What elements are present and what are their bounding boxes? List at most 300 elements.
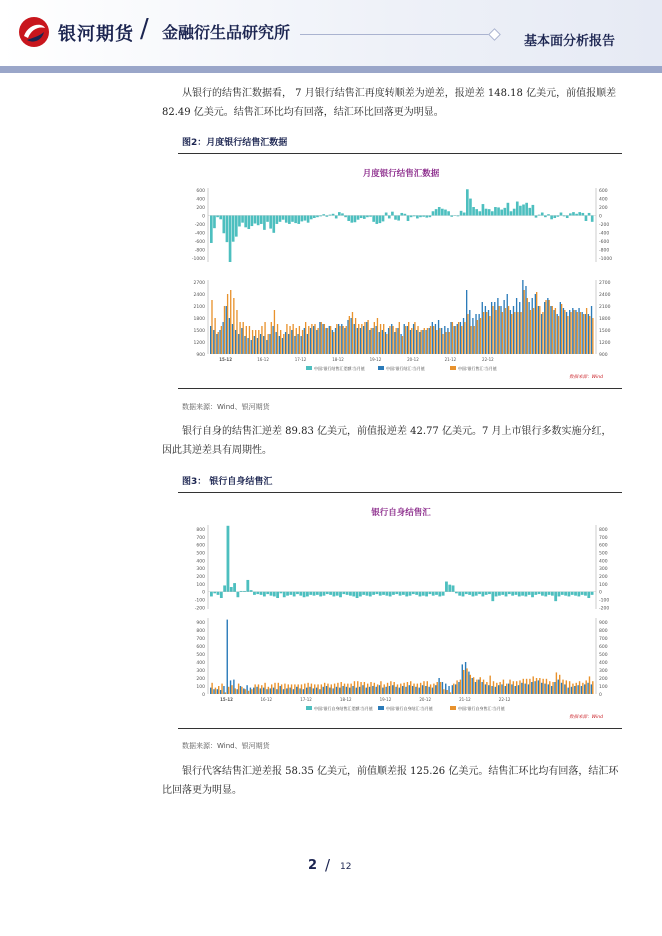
bar-blue xyxy=(257,338,258,354)
bar-blue xyxy=(391,324,392,354)
bar-teal xyxy=(444,210,447,216)
bar-orange xyxy=(264,322,265,354)
bar-orange xyxy=(443,689,444,694)
bar-orange xyxy=(215,688,216,694)
bar-blue xyxy=(270,688,271,694)
bar-blue xyxy=(438,678,439,694)
bar-blue xyxy=(584,684,585,694)
bar-teal xyxy=(346,592,349,595)
bar-orange xyxy=(523,679,524,694)
bar-teal xyxy=(256,592,259,594)
bar-orange xyxy=(420,330,421,354)
bar-blue xyxy=(578,308,579,354)
bar-orange xyxy=(516,681,517,694)
bar-teal xyxy=(260,592,263,595)
bar-blue xyxy=(541,314,542,354)
bar-teal xyxy=(263,215,266,229)
bar-orange xyxy=(238,684,239,694)
bar-orange xyxy=(411,328,412,354)
top-tick-right: -400 xyxy=(599,231,610,237)
bar-teal xyxy=(460,211,463,216)
bar-teal xyxy=(544,592,547,597)
bottom-tick-right: 1500 xyxy=(599,329,611,334)
bar-teal xyxy=(419,592,422,597)
bar-orange xyxy=(517,312,518,354)
bar-blue xyxy=(219,330,220,354)
bar-teal xyxy=(485,592,488,595)
bottom-tick-right: 100 xyxy=(599,685,608,690)
bar-teal xyxy=(379,592,382,596)
top-tick-right: 600 xyxy=(599,543,608,549)
bar-blue xyxy=(478,680,479,694)
bar-blue xyxy=(591,684,592,694)
bar-blue xyxy=(466,290,467,354)
bottom-tick-left: 2400 xyxy=(193,293,205,298)
bar-teal xyxy=(503,208,506,216)
bar-teal xyxy=(307,215,310,222)
figure-2-source: 数据来源：Wind、银河期货 xyxy=(182,403,270,411)
bar-teal xyxy=(269,215,272,228)
bar-teal xyxy=(356,592,359,598)
bar-teal xyxy=(362,592,365,595)
bar-blue xyxy=(544,302,545,354)
bottom-tick-right: 800 xyxy=(599,629,608,634)
bar-blue xyxy=(392,685,393,694)
bar-orange xyxy=(427,681,428,694)
bar-teal xyxy=(510,211,513,215)
top-tick-left: -600 xyxy=(194,239,205,245)
bar-teal xyxy=(515,592,518,595)
bar-orange xyxy=(542,312,543,354)
bar-teal xyxy=(389,592,392,597)
bar-teal xyxy=(416,215,419,218)
bar-teal xyxy=(306,592,309,597)
bar-orange xyxy=(582,683,583,694)
bar-orange xyxy=(556,672,557,694)
x-tick-label: 17-12 xyxy=(300,697,312,702)
bar-blue xyxy=(385,332,386,354)
bar-orange xyxy=(235,688,236,694)
bar-orange xyxy=(477,320,478,354)
bar-orange xyxy=(218,332,219,354)
bar-teal xyxy=(266,592,269,594)
page-number: 2 xyxy=(308,858,318,873)
x-tick-label: 18-12 xyxy=(339,697,352,702)
bar-blue xyxy=(335,328,336,354)
bar-blue xyxy=(316,330,317,354)
bar-blue xyxy=(269,334,270,354)
bottom-tick-right: 200 xyxy=(599,677,608,682)
bar-teal xyxy=(257,215,260,225)
bar-teal xyxy=(553,215,556,218)
bar-teal xyxy=(457,215,460,216)
paragraph-1: 从银行的结售汇数据看， 7 月银行结售汇再度转顺差为逆差，报逆差 148.18 亿美元，前值报顺差 82.49 亿美元。结售汇环比均有回落，结汇环比回落更为明显。 xyxy=(162,88,617,118)
bar-teal xyxy=(250,590,253,592)
bar-teal xyxy=(326,592,329,594)
bar-orange xyxy=(371,328,372,354)
bar-blue xyxy=(468,672,469,694)
bar-blue xyxy=(350,318,351,354)
top-tick-left: -800 xyxy=(194,248,205,254)
bar-teal xyxy=(475,592,478,596)
bar-orange xyxy=(308,326,309,354)
bar-orange xyxy=(424,328,425,354)
bar-orange xyxy=(506,684,507,694)
bar-blue xyxy=(397,328,398,354)
bar-blue xyxy=(522,280,523,354)
bar-blue xyxy=(582,312,583,354)
figure-2-bottom-rule xyxy=(178,388,622,389)
bar-blue xyxy=(553,310,554,354)
bar-teal xyxy=(513,209,516,216)
bar-orange xyxy=(236,310,237,354)
bar-blue xyxy=(441,328,442,354)
bar-teal xyxy=(438,592,441,597)
bar-blue xyxy=(293,689,294,694)
bar-orange xyxy=(499,682,500,694)
bar-orange xyxy=(466,668,467,694)
bar-teal xyxy=(488,209,491,215)
bar-blue xyxy=(254,336,255,354)
bar-orange xyxy=(408,322,409,354)
bar-orange xyxy=(483,680,484,694)
bar-orange xyxy=(585,680,586,694)
bottom-tick-right: 2400 xyxy=(599,293,611,298)
bar-blue xyxy=(465,662,466,694)
bar-blue xyxy=(282,338,283,354)
top-tick-right: 0 xyxy=(599,590,602,596)
top-tick-right: 300 xyxy=(599,567,608,573)
bar-blue xyxy=(385,687,386,694)
bar-orange xyxy=(337,683,338,694)
top-tick-right: 400 xyxy=(599,197,608,203)
bar-blue xyxy=(285,332,286,354)
bar-teal xyxy=(213,215,216,228)
bar-teal xyxy=(591,215,594,221)
bar-orange xyxy=(433,326,434,354)
top-tick-left: 500 xyxy=(196,551,205,557)
bar-teal xyxy=(247,215,250,229)
bar-orange xyxy=(249,326,250,354)
bar-teal xyxy=(319,592,322,597)
bar-orange xyxy=(317,328,318,354)
bar-blue xyxy=(488,310,489,354)
bar-orange xyxy=(230,290,231,354)
bottom-tick-left: 400 xyxy=(196,661,205,666)
bar-blue xyxy=(273,688,274,694)
bar-teal xyxy=(450,215,453,216)
bar-blue xyxy=(354,324,355,354)
bar-teal xyxy=(382,215,385,221)
bar-orange xyxy=(336,324,337,354)
bar-teal xyxy=(575,214,578,216)
bar-blue xyxy=(491,686,492,694)
bar-teal xyxy=(322,214,325,215)
bar-orange xyxy=(492,306,493,354)
top-tick-right: 400 xyxy=(599,559,608,565)
bar-orange xyxy=(417,326,418,354)
bar-blue xyxy=(569,310,570,354)
bar-orange xyxy=(296,328,297,354)
bar-teal xyxy=(291,215,294,221)
bar-blue xyxy=(394,332,395,354)
bar-blue xyxy=(581,686,582,694)
bottom-tick-left: 2100 xyxy=(193,305,205,310)
bar-orange xyxy=(291,684,292,694)
bar-orange xyxy=(524,290,525,354)
bar-teal xyxy=(272,215,275,232)
bar-teal xyxy=(229,215,232,262)
bar-teal xyxy=(522,204,525,215)
bar-orange xyxy=(413,684,414,694)
bar-orange xyxy=(508,306,509,354)
bar-teal xyxy=(241,215,244,222)
bar-teal xyxy=(508,592,511,594)
bar-blue xyxy=(244,336,245,354)
figure-3-caption: 图3： 银行自身结售汇 xyxy=(182,477,273,487)
legend-label: 中国:银行结售汇差额:当月值 xyxy=(314,366,365,371)
bar-blue xyxy=(306,688,307,694)
bar-orange xyxy=(486,312,487,354)
bar-blue xyxy=(288,334,289,354)
bottom-tick-left: 900 xyxy=(196,621,205,626)
chart-bank-own-fx xyxy=(178,497,624,725)
bottom-tick-right: 2100 xyxy=(599,305,611,310)
bar-orange xyxy=(211,683,212,694)
top-tick-right: 200 xyxy=(599,206,608,212)
bar-blue xyxy=(457,324,458,354)
bar-teal xyxy=(491,592,494,601)
bar-orange xyxy=(280,330,281,354)
bar-orange xyxy=(405,326,406,354)
bar-orange xyxy=(402,336,403,354)
x-tick-label: 17-12 xyxy=(294,357,307,362)
bar-teal xyxy=(342,592,345,594)
bar-teal xyxy=(316,592,319,595)
bar-orange xyxy=(417,684,418,694)
bar-teal xyxy=(441,209,444,216)
bar-orange xyxy=(592,318,593,354)
bar-blue xyxy=(251,340,252,354)
bar-teal xyxy=(372,215,375,221)
bar-orange xyxy=(533,308,534,354)
bar-blue xyxy=(460,322,461,354)
bar-teal xyxy=(235,215,238,236)
bar-blue xyxy=(416,330,417,354)
bar-blue xyxy=(415,687,416,694)
bar-teal xyxy=(402,592,405,595)
legend-swatch-orange xyxy=(450,706,456,710)
bar-teal xyxy=(251,215,254,226)
bar-orange xyxy=(271,322,272,354)
bar-orange xyxy=(399,322,400,354)
bar-orange xyxy=(390,681,391,694)
bar-orange xyxy=(352,312,353,354)
bar-orange xyxy=(294,684,295,694)
bar-orange xyxy=(284,684,285,694)
bar-blue xyxy=(497,298,498,354)
bar-teal xyxy=(482,204,485,215)
bar-blue xyxy=(283,689,284,694)
bar-blue xyxy=(236,689,237,694)
bar-orange xyxy=(440,682,441,694)
bar-blue xyxy=(485,306,486,354)
bar-orange xyxy=(486,682,487,694)
bar-teal xyxy=(282,215,285,219)
bar-blue xyxy=(357,328,358,354)
bar-teal xyxy=(332,592,335,597)
bottom-tick-left: 2700 xyxy=(193,281,205,286)
bar-teal xyxy=(577,592,580,597)
bar-blue xyxy=(438,320,439,354)
bottom-tick-left: 100 xyxy=(196,685,205,690)
bar-blue xyxy=(422,330,423,354)
bar-teal xyxy=(538,592,541,594)
bar-orange xyxy=(452,322,453,354)
bar-teal xyxy=(280,592,283,594)
bar-teal xyxy=(254,215,257,223)
bar-blue xyxy=(577,685,578,694)
bar-orange xyxy=(377,684,378,694)
top-tick-left: 100 xyxy=(196,582,205,588)
bar-blue xyxy=(329,688,330,694)
bar-orange xyxy=(321,684,322,694)
bar-teal xyxy=(571,592,574,595)
bar-teal xyxy=(585,215,588,220)
bar-orange xyxy=(261,326,262,354)
bar-teal xyxy=(385,592,388,596)
bar-orange xyxy=(489,676,490,694)
bar-teal xyxy=(359,592,362,597)
bar-teal xyxy=(335,215,338,218)
bar-teal xyxy=(548,592,551,595)
bar-orange xyxy=(274,310,275,354)
bar-orange xyxy=(271,684,272,694)
bar-teal xyxy=(532,205,535,216)
bar-orange xyxy=(211,300,212,354)
bottom-tick-left: 200 xyxy=(196,677,205,682)
legend-swatch-teal xyxy=(306,706,312,710)
bar-orange xyxy=(347,684,348,694)
bottom-tick-left: 300 xyxy=(196,669,205,674)
bar-blue xyxy=(323,687,324,694)
bar-blue xyxy=(349,688,350,694)
bar-blue xyxy=(548,684,549,694)
bar-orange xyxy=(583,314,584,354)
bar-orange xyxy=(218,686,219,694)
figure-2-caption: 图2：月度银行结售汇数据 xyxy=(182,138,288,148)
bar-orange xyxy=(311,684,312,694)
bar-orange xyxy=(439,328,440,354)
bar-teal xyxy=(432,211,435,215)
bar-teal xyxy=(347,215,350,220)
bar-teal xyxy=(413,215,416,216)
institute-name: 金融衍生品研究所 xyxy=(162,23,291,42)
bar-teal xyxy=(455,592,458,594)
bar-orange xyxy=(364,322,365,354)
bottom-tick-right: 500 xyxy=(599,653,608,658)
top-tick-left: 400 xyxy=(196,559,205,565)
bar-blue xyxy=(332,330,333,354)
bar-orange xyxy=(254,684,255,694)
bar-blue xyxy=(472,318,473,354)
bar-orange xyxy=(493,681,494,694)
bar-blue xyxy=(344,328,345,354)
bar-orange xyxy=(302,330,303,354)
bar-orange xyxy=(480,677,481,694)
bar-teal xyxy=(372,592,375,595)
bar-blue xyxy=(359,687,360,694)
bar-blue xyxy=(369,330,370,354)
bar-blue xyxy=(279,336,280,354)
bar-blue xyxy=(505,686,506,694)
bar-orange xyxy=(559,675,560,694)
bar-teal xyxy=(463,213,466,216)
bar-teal xyxy=(472,207,475,215)
bar-teal xyxy=(511,592,514,596)
bar-teal xyxy=(227,526,230,592)
bar-orange xyxy=(592,681,593,694)
bar-orange xyxy=(327,684,328,694)
page-header xyxy=(0,0,662,66)
bar-blue xyxy=(226,306,227,354)
bar-teal xyxy=(518,592,521,597)
bar-teal xyxy=(525,203,528,216)
x-tick-label: 18-12 xyxy=(332,357,344,362)
bar-orange xyxy=(248,691,249,694)
bar-orange xyxy=(564,310,565,354)
bar-orange xyxy=(392,326,393,354)
bar-teal xyxy=(435,209,438,215)
bar-orange xyxy=(380,324,381,354)
bar-teal xyxy=(276,592,279,598)
top-tick-right: -800 xyxy=(599,248,610,254)
bar-blue xyxy=(376,687,377,694)
bar-teal xyxy=(438,207,441,215)
bar-teal xyxy=(412,592,415,594)
bar-orange xyxy=(339,326,340,354)
bar-teal xyxy=(572,212,575,215)
bar-blue xyxy=(341,324,342,354)
bar-teal xyxy=(326,215,329,216)
x-tick-label: 15-12 xyxy=(219,357,233,362)
bar-blue xyxy=(316,688,317,694)
bar-orange xyxy=(446,690,447,694)
bar-blue xyxy=(425,686,426,694)
bar-teal xyxy=(452,585,455,591)
bar-orange xyxy=(467,314,468,354)
bar-orange xyxy=(324,683,325,694)
bar-blue xyxy=(429,328,430,354)
bar-blue xyxy=(510,310,511,354)
bar-blue xyxy=(588,314,589,354)
bar-teal xyxy=(297,215,300,223)
bottom-tick-left: 1800 xyxy=(193,317,205,322)
bar-blue xyxy=(469,310,470,354)
x-tick-label: 19-12 xyxy=(379,697,392,702)
bar-orange xyxy=(480,318,481,354)
bar-blue xyxy=(445,684,446,694)
bar-teal xyxy=(425,215,428,217)
bar-orange xyxy=(423,681,424,694)
bar-blue xyxy=(561,683,562,694)
bar-orange xyxy=(374,322,375,354)
bar-orange xyxy=(241,687,242,694)
bar-teal xyxy=(341,213,344,215)
bar-blue xyxy=(241,328,242,354)
legend-swatch-orange xyxy=(450,366,456,370)
bar-orange xyxy=(327,328,328,354)
